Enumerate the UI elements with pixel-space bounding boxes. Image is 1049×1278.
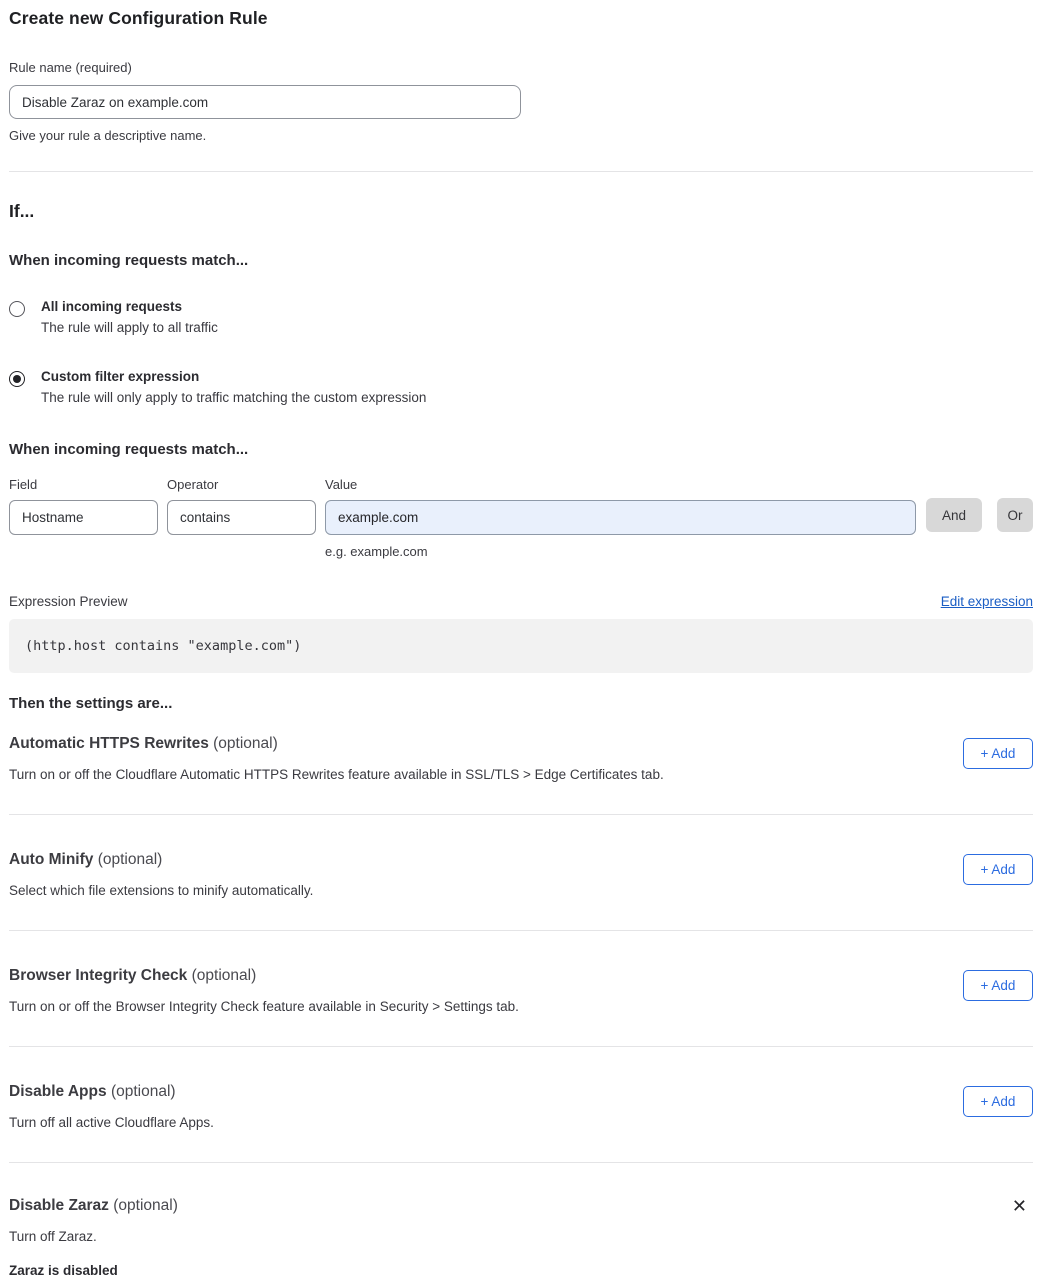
- if-heading: If...: [9, 201, 35, 221]
- close-icon[interactable]: ✕: [1011, 1196, 1027, 1216]
- setting-disable-apps: [9, 1047, 1033, 1163]
- operator-label: Operator: [167, 477, 219, 492]
- setting-automatic-https-rewrites: [9, 712, 1033, 815]
- expression-builder-heading: When incoming requests match...: [9, 441, 249, 458]
- operator-select-value: contains: [180, 510, 231, 525]
- add-button[interactable]: + Add: [963, 1086, 1033, 1117]
- operator-select[interactable]: [167, 500, 316, 535]
- or-button[interactable]: Or: [997, 498, 1033, 532]
- radio-all-incoming-requests[interactable]: [9, 299, 1033, 335]
- radio-unselected-icon[interactable]: [9, 301, 25, 317]
- radio-selected-icon[interactable]: [9, 371, 25, 387]
- radio-description: The rule will apply to all traffic: [41, 320, 218, 335]
- rule-name-help: Give your rule a descriptive name.: [9, 128, 207, 143]
- setting-description: Turn off all active Cloudflare Apps.: [9, 1115, 214, 1130]
- setting-title: Auto Minify: [9, 851, 94, 868]
- add-button[interactable]: + Add: [963, 970, 1033, 1001]
- field-select-value: Hostname: [22, 510, 84, 525]
- field-select[interactable]: [9, 500, 158, 535]
- setting-optional-tag: (optional): [191, 967, 257, 984]
- setting-description: Select which file extensions to minify automatically.: [9, 883, 314, 898]
- value-hint: e.g. example.com: [325, 544, 428, 559]
- add-button[interactable]: + Add: [963, 738, 1033, 769]
- zaraz-status-text: Zaraz is disabled: [9, 1263, 118, 1278]
- radio-custom-filter-expression[interactable]: [9, 369, 1033, 405]
- setting-disable-zaraz: [9, 1163, 1033, 1278]
- expression-preview-label: Expression Preview: [9, 594, 128, 609]
- radio-description: The rule will only apply to traffic matching the custom expression: [41, 390, 427, 405]
- value-input[interactable]: [325, 500, 916, 535]
- setting-optional-tag: (optional): [97, 851, 163, 868]
- setting-optional-tag: (optional): [213, 735, 278, 752]
- expression-builder-row: [9, 477, 1033, 559]
- radio-label: All incoming requests: [41, 299, 183, 314]
- match-heading: When incoming requests match...: [9, 252, 249, 269]
- setting-optional-tag: (optional): [113, 1197, 178, 1214]
- and-button[interactable]: And: [926, 498, 982, 532]
- setting-description: Turn off Zaraz.: [9, 1229, 97, 1244]
- setting-description: Turn on or off the Cloudflare Automatic HTTPS Rewrites feature available in SSL/TLS > Edge Certificates tab.: [9, 767, 664, 782]
- page-title: Create new Configuration Rule: [9, 8, 268, 28]
- value-label: Value: [325, 477, 358, 492]
- settings-heading: Then the settings are...: [9, 695, 173, 712]
- divider: [9, 171, 1033, 172]
- rule-name-block: [9, 59, 1033, 143]
- rule-name-label: Rule name (required): [9, 60, 132, 75]
- setting-title: Disable Apps: [9, 1083, 107, 1100]
- edit-expression-link[interactable]: Edit expression: [940, 594, 1033, 609]
- field-label: Field: [9, 477, 38, 492]
- add-button[interactable]: + Add: [963, 854, 1033, 885]
- setting-title: Automatic HTTPS Rewrites: [9, 735, 209, 752]
- expression-preview-code: (http.host contains "example.com"): [9, 619, 1033, 673]
- setting-title: Browser Integrity Check: [9, 967, 188, 984]
- radio-label: Custom filter expression: [41, 369, 200, 384]
- rule-name-input[interactable]: [9, 85, 521, 119]
- setting-title: Disable Zaraz: [9, 1197, 109, 1214]
- setting-description: Turn on or off the Browser Integrity Check feature available in Security > Settings tab.: [9, 999, 519, 1014]
- setting-auto-minify: [9, 815, 1033, 931]
- setting-optional-tag: (optional): [110, 1083, 176, 1100]
- setting-browser-integrity-check: [9, 931, 1033, 1047]
